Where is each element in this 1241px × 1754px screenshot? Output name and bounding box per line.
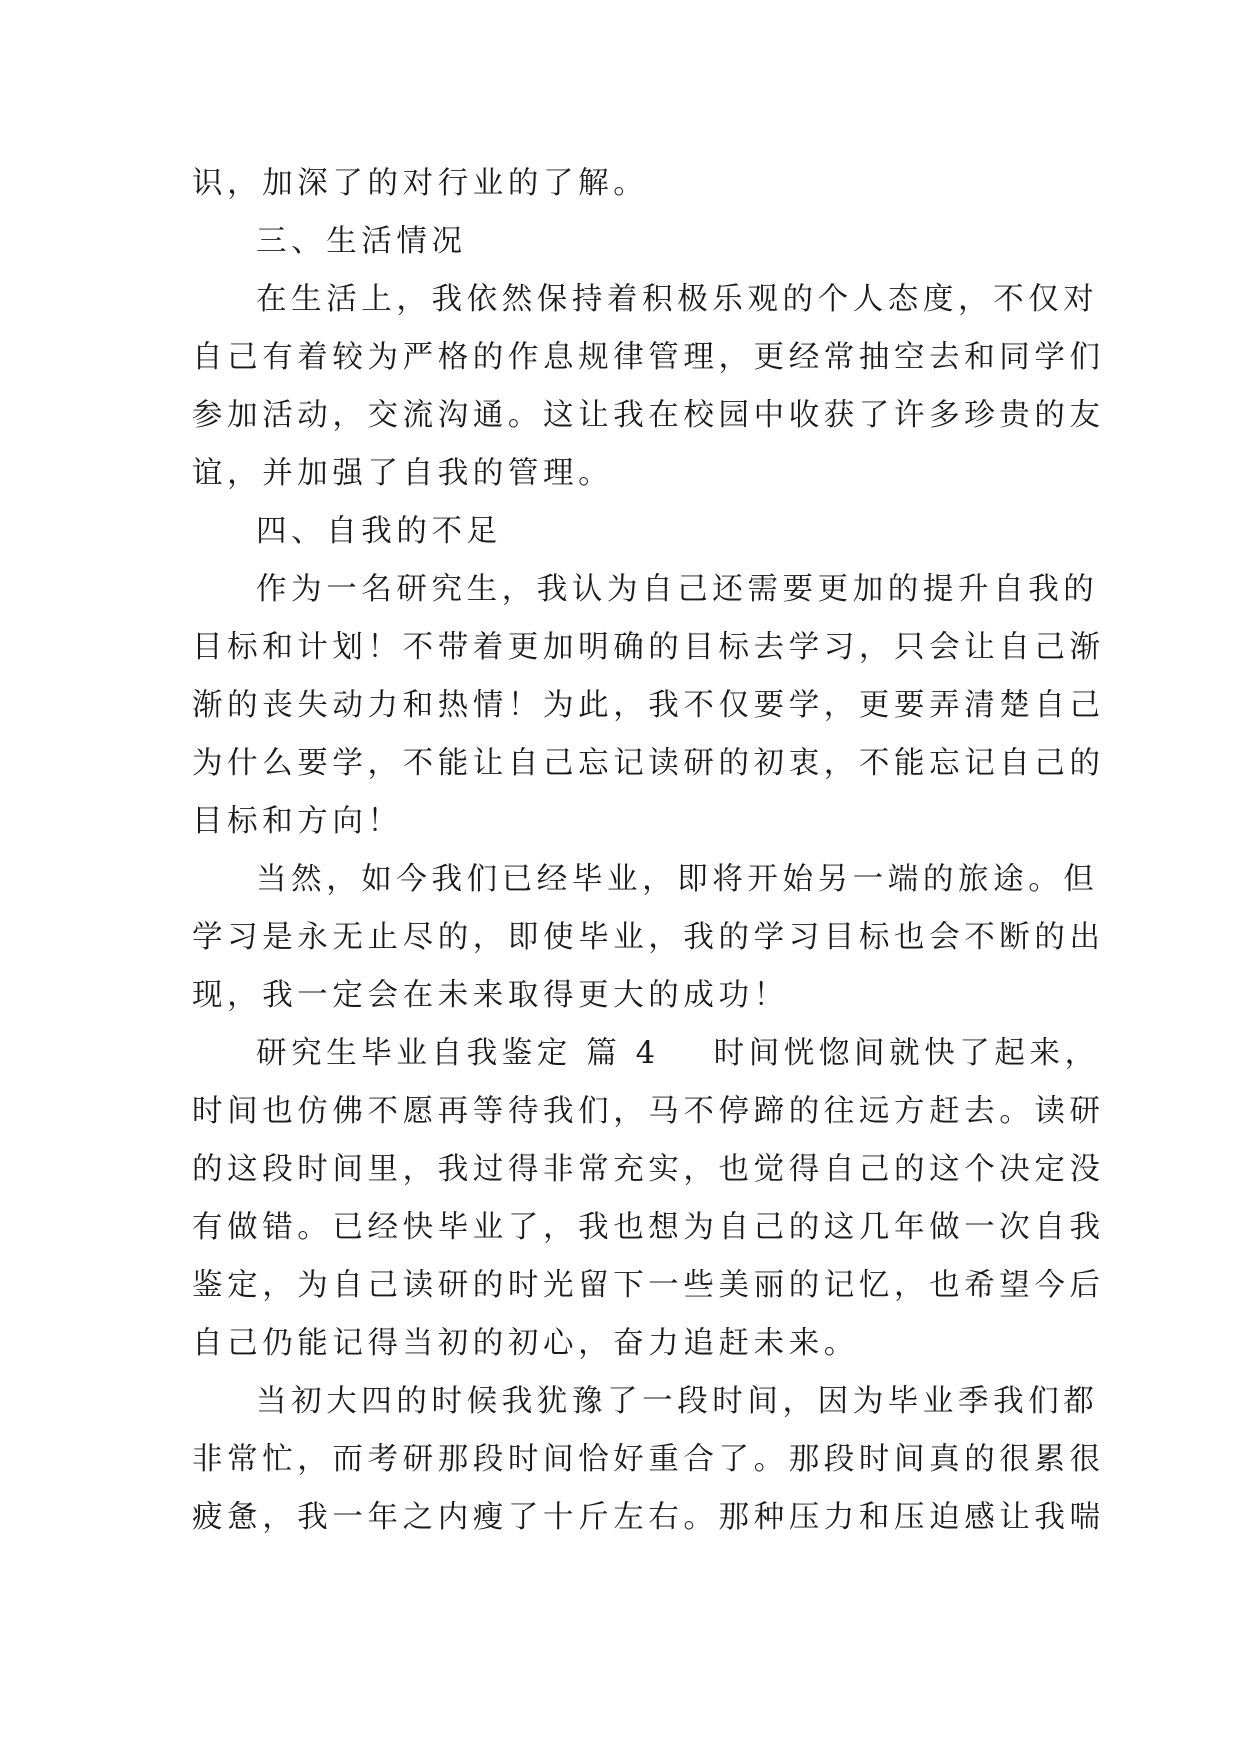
paragraph-line: 自己仍能记得当初的初心，奋力追赶未来。: [192, 1326, 859, 1361]
paragraph-line: 当然，如今我们已经毕业，即将开始另一端的旅途。但: [256, 862, 1099, 897]
paragraph-line: 作为一名研究生，我认为自己还需要更加的提升自我的: [256, 572, 1099, 607]
section-lead-text: 时间恍惚间就快了起来，: [713, 1036, 1100, 1071]
paragraph-line: 在生活上，我依然保持着积极乐观的个人态度，不仅对: [256, 282, 1099, 317]
paragraph-line: 当初大四的时候我犹豫了一段时间，因为毕业季我们都: [256, 1384, 1099, 1419]
paragraph-line: 为什么要学，不能让自己忘记读研的初衷，不能忘记自己的: [192, 746, 1105, 781]
paragraph-line: 参加活动，交流沟通。这让我在校园中收获了许多珍贵的友: [192, 398, 1105, 433]
paragraph-line: 时间也仿佛不愿再等待我们，马不停蹄的往远方赶去。读研: [192, 1094, 1105, 1129]
section-heading: 四、自我的不足: [256, 514, 502, 549]
paragraph-line: 自己有着较为严格的作息规律管理，更经常抽空去和同学们: [192, 340, 1105, 375]
section-number: 篇 4: [586, 1036, 660, 1071]
paragraph-line: 目标和方向！: [192, 804, 403, 839]
paragraph-line: 目标和计划！不带着更加明确的目标去学习，只会让自己渐: [192, 630, 1105, 665]
paragraph-line: 谊，并加强了自我的管理。: [192, 456, 614, 491]
paragraph-line: 有做错。已经快毕业了，我也想为自己的这几年做一次自我: [192, 1210, 1105, 1245]
document-body: [192, 155, 1105, 1547]
paragraph-line: 非常忙，而考研那段时间恰好重合了。那段时间真的很累很: [192, 1442, 1105, 1477]
section-title: 研究生毕业自我鉴定: [256, 1036, 572, 1071]
paragraph-line: 渐的丧失动力和热情！为此，我不仅要学，更要弄清楚自己: [192, 688, 1105, 723]
paragraph-line: 的这段时间里，我过得非常充实，也觉得自己的这个决定没: [192, 1152, 1105, 1187]
paragraph-line: 学习是永无止尽的，即使毕业，我的学习目标也会不断的出: [192, 920, 1105, 955]
paragraph-line: 鉴定，为自己读研的时光留下一些美丽的记忆，也希望今后: [192, 1268, 1105, 1303]
paragraph-line: 识，加深了的对行业的了解。: [192, 166, 649, 201]
paragraph-line: 疲惫，我一年之内瘦了十斤左右。那种压力和压迫感让我喘: [192, 1500, 1105, 1535]
paragraph-line: 现，我一定会在未来取得更大的成功！: [192, 978, 789, 1013]
section-title-line: [192, 1025, 1100, 1083]
section-heading: 三、生活情况: [256, 224, 467, 259]
